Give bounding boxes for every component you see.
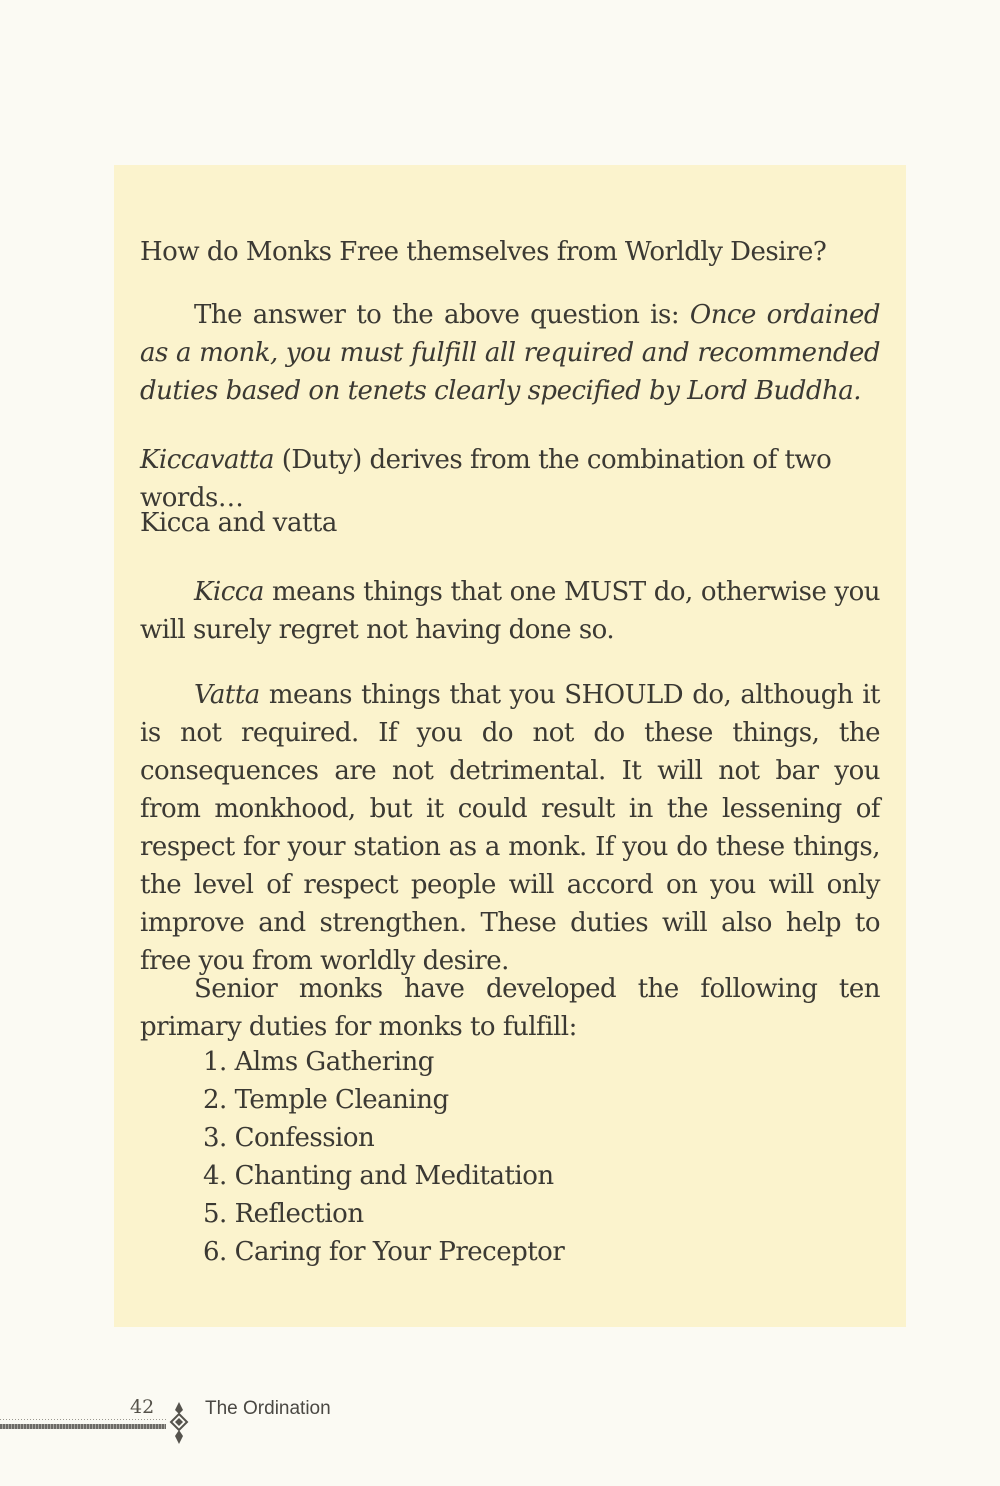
duty-item: 5. Reflection bbox=[203, 1199, 364, 1229]
duty-item: 4. Chanting and Meditation bbox=[203, 1161, 554, 1191]
footer-rule-top bbox=[0, 1419, 166, 1420]
kicca-paragraph bbox=[140, 573, 880, 649]
kiccavatta-definition: (Duty) derives from the combination of two words… bbox=[140, 445, 832, 513]
vatta-definition: means things that you SHOULD do, although it is not required. If you do not do these things, the consequences are not detrimental. It will not bar you from monkhood, but it could result in the lessening of respect for your station as a monk. If you do these things, the level of respect people will accord on you will only improve and strengthen. These duties will also help to free you from worldly desire. bbox=[140, 680, 880, 976]
kiccavatta-term: Kiccavatta bbox=[140, 445, 274, 475]
vatta-paragraph bbox=[140, 676, 880, 980]
diamond-ornament-icon bbox=[168, 1400, 190, 1446]
answer-intro: The answer to the above question is: bbox=[194, 300, 690, 330]
duty-item: 6. Caring for Your Preceptor bbox=[203, 1237, 565, 1267]
page-number: 42 bbox=[130, 1396, 155, 1418]
duty-item: 1. Alms Gathering bbox=[203, 1047, 434, 1077]
answer-italic: Once ordained as a monk, you must fulfill all required and recommended duties based on tenets clearly specified by Lord Buddha. bbox=[140, 300, 880, 406]
question-heading: How do Monks Free themselves from Worldly Desire? bbox=[140, 237, 827, 267]
kicca-definition: means things that one MUST do, otherwise you will surely regret not having done so. bbox=[140, 577, 880, 645]
duty-item: 2. Temple Cleaning bbox=[203, 1085, 449, 1115]
footer-rule bbox=[0, 1424, 166, 1429]
kicca-term: Kicca bbox=[194, 577, 264, 607]
book-title: The Ordination bbox=[205, 1398, 331, 1419]
answer-paragraph bbox=[140, 296, 880, 410]
senior-monks-paragraph: Senior monks have developed the following ten primary duties for monks to fulfill: bbox=[140, 974, 880, 1042]
vatta-term: Vatta bbox=[194, 680, 260, 710]
duty-item: 3. Confession bbox=[203, 1123, 375, 1153]
two-words-line: Kicca and vatta bbox=[140, 508, 337, 538]
